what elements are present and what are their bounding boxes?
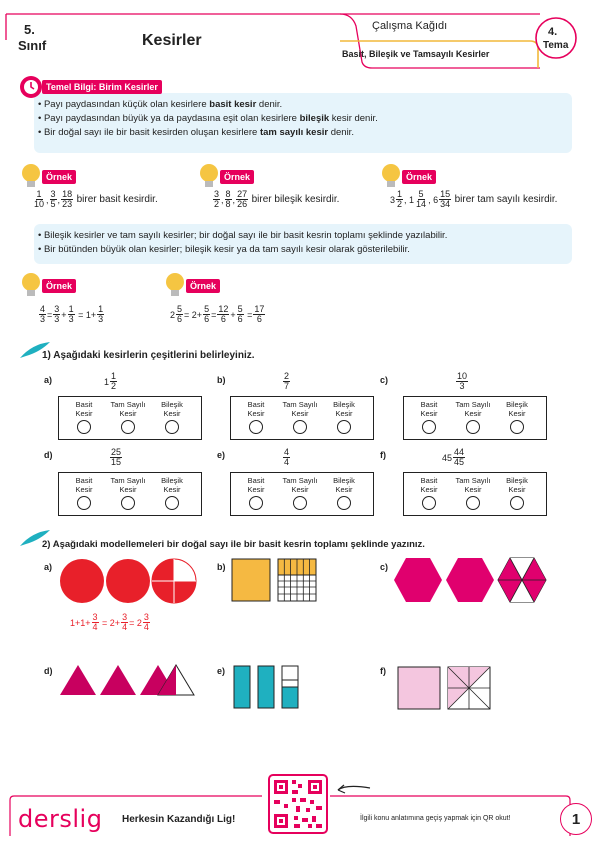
option-line: Bileşik — [161, 400, 183, 409]
example-tag-4: Örnek — [42, 279, 76, 293]
model-a-answer: 1+1+ $\frac{3}{4}$ = 2+ $\frac{3}{4}$ = 2 $\frac{3}{4}$ — [70, 612, 149, 632]
option-basic-radio[interactable] — [422, 420, 436, 434]
option-compound-radio[interactable] — [510, 420, 524, 434]
option-compound-radio[interactable] — [337, 496, 351, 510]
q1-fraction-d: $\frac{25}{15}$ — [111, 447, 122, 467]
q1-label-d: d) — [44, 450, 53, 460]
option-line: Basit — [75, 476, 93, 485]
q2-label-a: a) — [44, 562, 53, 572]
q2-label-c: c) — [380, 562, 389, 572]
q2-label-b: b) — [217, 562, 226, 572]
option-compound-label — [152, 400, 192, 418]
option-line: Tam Sayılı — [282, 400, 318, 409]
q1-fraction-e: $\frac{4}{4}$ — [284, 447, 290, 467]
sheet-subtitle: Basit, Bileşik ve Tamsayılı Kesirler — [342, 49, 490, 59]
q1-label-f: f) — [380, 450, 386, 460]
option-basic-label — [409, 476, 449, 494]
option-line: Kesir — [163, 485, 181, 494]
q2-label-f: f) — [380, 666, 386, 676]
option-line: Bileşik — [333, 476, 355, 485]
option-basic-radio[interactable] — [249, 496, 263, 510]
option-mixed-label — [108, 476, 148, 494]
option-line: Kesir — [75, 409, 93, 418]
option-line: Kesir — [247, 485, 265, 494]
option-line: Kesir — [247, 409, 265, 418]
lightbulb-icon — [164, 272, 186, 298]
option-line: Kesir — [291, 409, 309, 418]
option-compound-label — [152, 476, 192, 494]
option-line: Kesir — [335, 409, 353, 418]
example-compound: $\frac{3}{2}$ , $\frac{8}{8}$ , $\frac{27}{26}$ birer bileşik kesirdir. — [214, 189, 340, 209]
option-basic-radio[interactable] — [249, 420, 263, 434]
q1-label-a: a) — [44, 375, 53, 385]
option-line: Kesir — [119, 485, 137, 494]
example-tag-5: Örnek — [186, 279, 220, 293]
option-mixed-radio[interactable] — [466, 496, 480, 510]
model-d-triangles — [58, 663, 198, 697]
grade-number: 5. — [24, 22, 35, 37]
option-basic-radio[interactable] — [77, 420, 91, 434]
option-line: Kesir — [420, 409, 438, 418]
lightbulb-icon — [380, 163, 402, 189]
option-line: Kesir — [335, 485, 353, 494]
example-basic: $\frac{1}{10}$ , $\frac{3}{5}$ , $\frac{18}{23}$ birer basit kesirdir. — [34, 189, 158, 209]
q1-answer-box — [403, 472, 547, 516]
q2-title: 2) Aşağıdaki modellemeleri bir doğal sayı ile bir basit kesrin toplamı şeklinde yazınız. — [42, 539, 425, 550]
option-mixed-label — [280, 476, 320, 494]
option-basic-radio[interactable] — [77, 496, 91, 510]
option-line: Tam Sayılı — [110, 400, 146, 409]
option-line: Kesir — [119, 409, 137, 418]
page-title: Kesirler — [142, 32, 202, 49]
option-line: Basit — [420, 400, 438, 409]
q1-fraction-a: 1 $\frac{1}{2}$ — [104, 371, 117, 391]
option-line: Tam Sayılı — [282, 476, 318, 485]
option-compound-label — [324, 476, 364, 494]
q1-answer-box — [58, 396, 202, 440]
info2-bullet-1: • Bileşik kesirler ve tam sayılı kesirler; bir doğal sayı ile bir basit kesrin toplamı şeklinde yazılabilir. — [38, 230, 448, 241]
info-bullet-1: • Payı paydasından küçük olan kesirlere basit kesir denir. — [38, 99, 283, 110]
example-decompose-1: $\frac{4}{3}$ = $\frac{3}{3}$ + $\frac{1}{3}$ = 1+ $\frac{1}{3}$ — [40, 304, 104, 324]
option-line: Tam Sayılı — [110, 476, 146, 485]
brand-logo: derslig — [18, 805, 103, 833]
q1-label-c: c) — [380, 375, 389, 385]
q1-fraction-c: $\frac{10}{3}$ — [457, 371, 468, 391]
qr-code[interactable] — [268, 774, 328, 834]
lightbulb-icon — [20, 163, 42, 189]
q1-label-b: b) — [217, 375, 226, 385]
option-basic-radio[interactable] — [422, 496, 436, 510]
q1-fraction-b: $\frac{2}{7}$ — [284, 371, 290, 391]
option-mixed-label — [453, 476, 493, 494]
option-basic-label — [64, 476, 104, 494]
example-tag-2: Örnek — [220, 170, 254, 184]
q2-label-d: d) — [44, 666, 53, 676]
option-mixed-radio[interactable] — [121, 420, 135, 434]
option-line: Bileşik — [506, 400, 528, 409]
lightbulb-icon — [198, 163, 220, 189]
option-line: Basit — [420, 476, 438, 485]
option-compound-label — [497, 400, 537, 418]
option-line: Bileşik — [161, 476, 183, 485]
option-line: Tam Sayılı — [455, 400, 491, 409]
option-mixed-radio[interactable] — [121, 496, 135, 510]
option-compound-radio[interactable] — [165, 496, 179, 510]
q1-answer-box — [230, 472, 374, 516]
q1-answer-box — [403, 396, 547, 440]
option-mixed-label — [280, 400, 320, 418]
option-compound-radio[interactable] — [165, 420, 179, 434]
option-line: Kesir — [75, 485, 93, 494]
option-line: Kesir — [420, 485, 438, 494]
model-a-circles — [58, 557, 202, 607]
model-b-squares — [230, 557, 320, 605]
theme-number: 4. — [548, 26, 558, 38]
footer-slogan: Herkesin Kazandığı Lig! — [122, 814, 236, 825]
q2-label-e: e) — [217, 666, 226, 676]
option-line: Bileşik — [333, 400, 355, 409]
option-compound-radio[interactable] — [510, 496, 524, 510]
option-line: Kesir — [464, 409, 482, 418]
info-tag: Temel Bilgi: Birim Kesirler — [42, 80, 162, 94]
example-tag-1: Örnek — [42, 170, 76, 184]
info-bullet-3: • Bir doğal sayı ile bir basit kesirden oluşan kesirlere tam sayılı kesir denir. — [38, 127, 354, 138]
option-compound-label — [497, 476, 537, 494]
option-line: Bileşik — [506, 476, 528, 485]
example-tag-3: Örnek — [402, 170, 436, 184]
qr-pattern-icon — [270, 776, 326, 832]
page-number: 1 — [560, 803, 592, 835]
info2-bullet-2: • Bir bütünden büyük olan kesirler; bileşik kesir ya da tam sayılı kesir olarak gösterilebilir. — [38, 244, 410, 255]
option-mixed-radio[interactable] — [466, 420, 480, 434]
q1-label-e: e) — [217, 450, 226, 460]
option-basic-label — [409, 400, 449, 418]
grade-label: Sınıf — [18, 38, 47, 53]
option-line: Kesir — [508, 485, 526, 494]
example-mixed: 3 $\frac{1}{2}$ , 1 $\frac{5}{14}$ , 6 $\frac{15}{34}$ birer tam sayılı kesirdir. — [390, 189, 558, 209]
option-line: Kesir — [508, 409, 526, 418]
q1-answer-box — [58, 472, 202, 516]
option-line: Kesir — [291, 485, 309, 494]
option-line: Tam Sayılı — [455, 476, 491, 485]
option-line: Kesir — [163, 409, 181, 418]
option-basic-label — [236, 476, 276, 494]
model-c-hexagons — [392, 555, 554, 605]
model-f-squares — [396, 665, 496, 713]
option-line: Basit — [75, 400, 93, 409]
example-decompose-2: 2 $\frac{5}{6}$ = 2+ $\frac{5}{6}$ = $\frac{12}{6}$ + $\frac{5}{6}$ = $\frac{17}{6}$ — [170, 304, 265, 324]
option-mixed-radio[interactable] — [293, 496, 307, 510]
qr-note: İlgili konu anlatımına geçiş yapmak için QR okut! — [360, 815, 511, 822]
q1-fraction-f: 45 $\frac{44}{45}$ — [442, 447, 465, 467]
info-bullet-2: • Payı paydasından büyük ya da paydasına eşit olan kesirlere bileşik kesir denir. — [38, 113, 378, 124]
option-compound-radio[interactable] — [337, 420, 351, 434]
header-frame — [0, 0, 596, 80]
option-compound-label — [324, 400, 364, 418]
option-basic-label — [236, 400, 276, 418]
clock-icon — [18, 74, 44, 100]
option-mixed-radio[interactable] — [293, 420, 307, 434]
option-mixed-label — [108, 400, 148, 418]
sheet-title: Çalışma Kağıdı — [372, 20, 448, 32]
lightbulb-icon — [20, 272, 42, 298]
model-e-bars — [232, 664, 302, 710]
option-line: Basit — [247, 400, 265, 409]
theme-label: Tema — [543, 40, 569, 51]
option-line: Basit — [247, 476, 265, 485]
option-mixed-label — [453, 400, 493, 418]
option-basic-label — [64, 400, 104, 418]
option-line: Kesir — [464, 485, 482, 494]
q1-answer-box — [230, 396, 374, 440]
q1-title: 1) Aşağıdaki kesirlerin çeşitlerini belirleyiniz. — [42, 350, 255, 361]
